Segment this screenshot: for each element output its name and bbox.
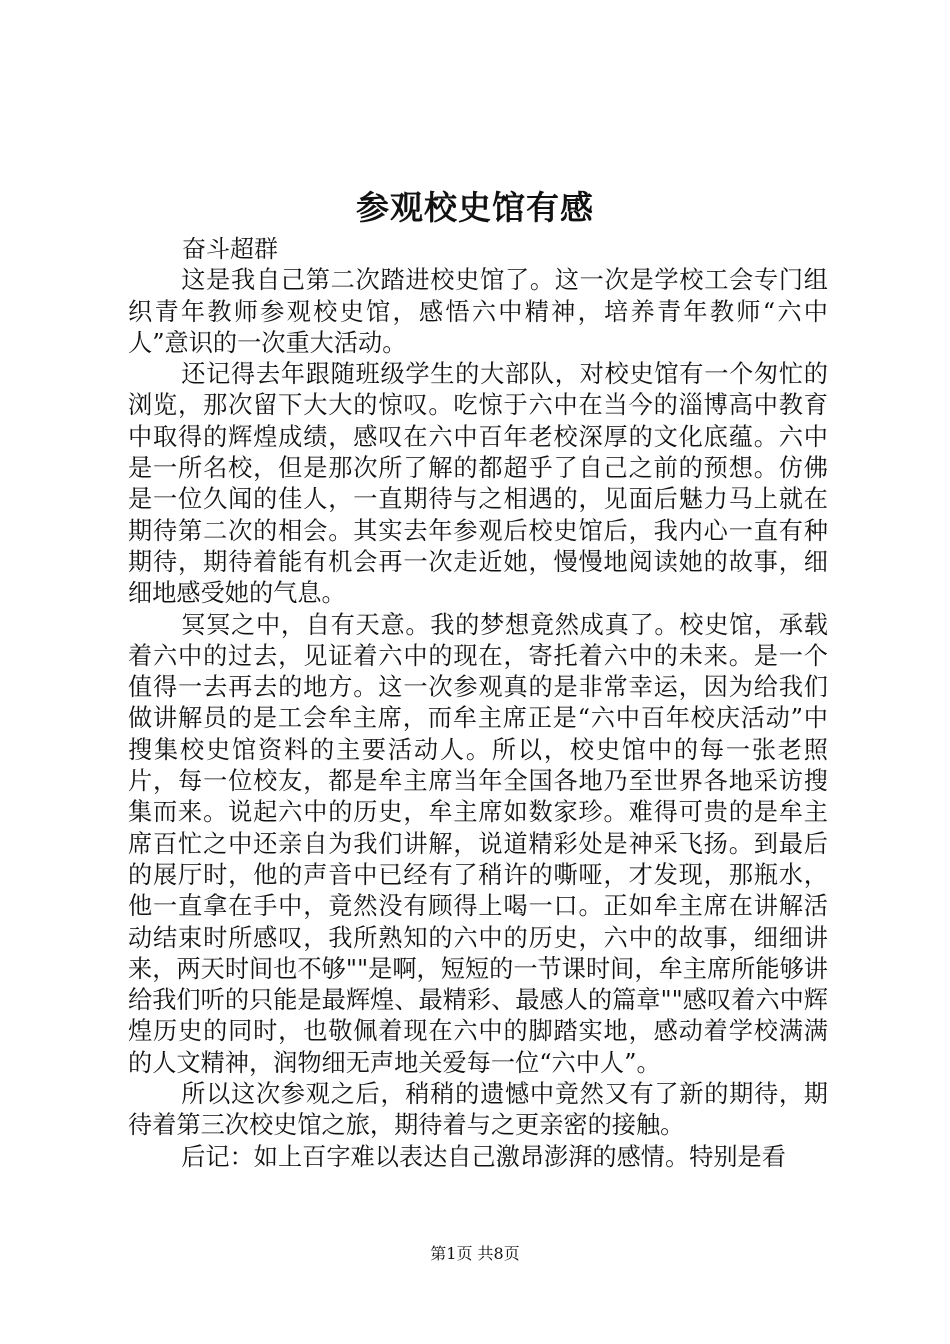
paragraph-5: 后记：如上百字难以表达自己激昂澎湃的感情。特别是看 bbox=[181, 1142, 786, 1171]
author-name: 奋斗超群 bbox=[182, 235, 278, 263]
paragraph-2: 还记得去年跟随班级学生的大部队，对校史馆有一个匆忙的浏览，那次留下大大的惊叹。吃惊于六中在当今的淄博高中教育中取得的辉煌成绩，感叹在六中百年老校深厚的文化底蕴。六中是一所名校，但是那次所了解的都超乎了自己之前的预想。仿佛是一位久闻的佳人，一直期待与之相遇的，见面后魅力马上就在期待第二次的相会。其实去年参观后校史馆后，我内心一直有种期待，期待着能有机会再一次走近她，慢慢地阅读她的故事，细细地感受她的气息。 bbox=[128, 360, 828, 608]
paragraph-1: 这是我自己第二次踏进校史馆了。这一次是学校工会专门组织青年教师参观校史馆，感悟六中精神，培养青年教师“六中人”意识的一次重大活动。 bbox=[128, 266, 828, 357]
paragraph-4: 所以这次参观之后，稍稍的遗憾中竟然又有了新的期待，期待着第三次校史馆之旅，期待着与之更亲密的接触。 bbox=[128, 1080, 828, 1140]
page-number-footer: 第1页 共8页 bbox=[430, 1244, 520, 1263]
document-body bbox=[128, 234, 828, 1173]
paragraph-3: 冥冥之中，自有天意。我的梦想竟然成真了。校史馆，承载着六中的过去，见证着六中的现在，寄托着六中的未来。是一个值得一去再去的地方。这一次参观真的是非常幸运，因为给我们做讲解员的是工会牟主席，而牟主席正是“六中百年校庆活动”中搜集校史馆资料的主要活动人。所以，校史馆中的每一张老照片，每一位校友，都是牟主席当年全国各地乃至世界各地采访搜集而来。说起六中的历史，牟主席如数家珍。难得可贵的是牟主席百忙之中还亲自为我们讲解，说道精彩处是神采飞扬。到最后的展厅时，他的声音中已经有了稍许的嘶哑，才发现，那瓶水，他一直拿在手中，竟然没有顾得上喝一口。正如牟主席在讲解活动结束时所感叹，我所熟知的六中的历史，六中的故事，细细讲来，两天时间也不够""是啊，短短的一节课时间，牟主席所能够讲给我们听的只能是最辉煌、最精彩、最感人的篇章""感叹着六中辉煌历史的同时，也敬佩着现在六中的脚踏实地，感动着学校满满的人文精神，润物细无声地关爱每一位“六中人”。 bbox=[128, 610, 828, 1077]
document-title: 参观校史馆有感 bbox=[356, 188, 594, 227]
